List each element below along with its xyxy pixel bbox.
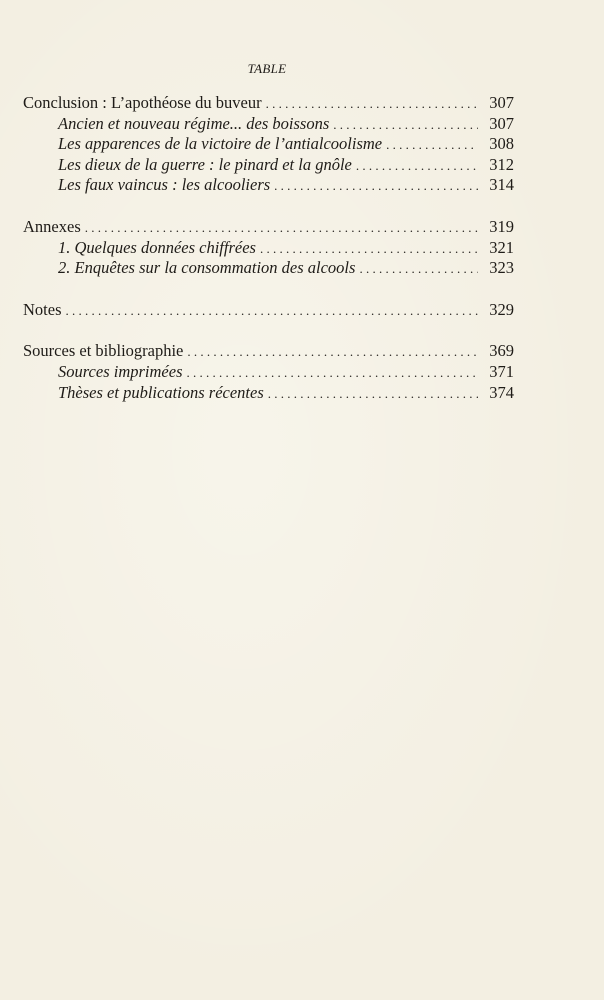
toc-subentry-title: Les apparences de la victoire de l’antialcoolisme bbox=[58, 134, 383, 154]
toc-page-number: 329 bbox=[489, 299, 514, 319]
toc-page-number: 308 bbox=[489, 134, 514, 154]
toc-subentry-title: 1. Quelques données chiffrées bbox=[58, 237, 256, 257]
toc-entry-sources bbox=[23, 341, 514, 362]
toc-page-number: 314 bbox=[489, 175, 514, 195]
toc-page-number: 369 bbox=[489, 341, 514, 361]
toc-subentry bbox=[23, 238, 514, 259]
toc-page-number: 307 bbox=[489, 113, 514, 133]
toc-page-number: 312 bbox=[489, 154, 514, 174]
toc-subentry bbox=[23, 155, 514, 176]
toc-page-number: 371 bbox=[489, 361, 514, 381]
toc-entry-annexes bbox=[23, 217, 514, 238]
toc-subentry bbox=[23, 258, 514, 279]
dot-leader bbox=[268, 384, 478, 405]
toc-entry-title: Notes bbox=[23, 299, 62, 319]
toc-page-number: 321 bbox=[489, 237, 514, 257]
dot-leader bbox=[187, 363, 479, 384]
dot-leader bbox=[66, 301, 479, 322]
toc-page-number: 323 bbox=[489, 258, 514, 278]
toc-page-number: 319 bbox=[489, 216, 514, 236]
toc-subentry-title: Ancien et nouveau régime... des boissons bbox=[58, 113, 330, 133]
toc-page-number: 307 bbox=[489, 93, 514, 112]
dot-leader bbox=[85, 218, 478, 239]
toc-subentry-title: Sources imprimées bbox=[58, 361, 183, 381]
dot-leader bbox=[187, 342, 478, 363]
toc-entry-title: Sources et bibliographie bbox=[23, 341, 184, 361]
section-spacer bbox=[23, 196, 514, 217]
toc-page-number: 374 bbox=[489, 382, 514, 402]
section-spacer bbox=[23, 279, 514, 300]
toc-entry-notes bbox=[23, 300, 514, 321]
dot-leader bbox=[274, 176, 478, 197]
toc-subentry-title: Les faux vaincus : les alcooliers bbox=[58, 175, 271, 195]
dot-leader bbox=[266, 94, 478, 115]
toc-subentry-title: Les dieux de la guerre : le pinard et la gnôle bbox=[58, 154, 352, 174]
toc-entry-title: Annexes bbox=[23, 216, 81, 236]
toc-entry-conclusion bbox=[23, 93, 514, 114]
dot-leader bbox=[359, 259, 478, 280]
dot-leader bbox=[333, 115, 478, 136]
toc-subentry-title: 2. Enquêtes sur la consommation des alcools bbox=[58, 258, 356, 278]
toc-subentry bbox=[23, 383, 514, 404]
toc-subentry bbox=[23, 114, 514, 135]
page-header: TABLE bbox=[247, 61, 287, 76]
toc-subentry-title: Thèses et publications récentes bbox=[58, 382, 264, 402]
toc-entry-title: Conclusion : L’apothéose du buveur bbox=[23, 93, 262, 112]
dot-leader bbox=[260, 239, 478, 260]
dot-leader bbox=[356, 156, 478, 177]
toc-subentry bbox=[23, 175, 514, 196]
section-spacer bbox=[23, 320, 514, 341]
toc-subentry bbox=[23, 134, 514, 155]
table-of-contents bbox=[23, 93, 514, 403]
dot-leader bbox=[386, 135, 478, 156]
toc-subentry bbox=[23, 362, 514, 383]
